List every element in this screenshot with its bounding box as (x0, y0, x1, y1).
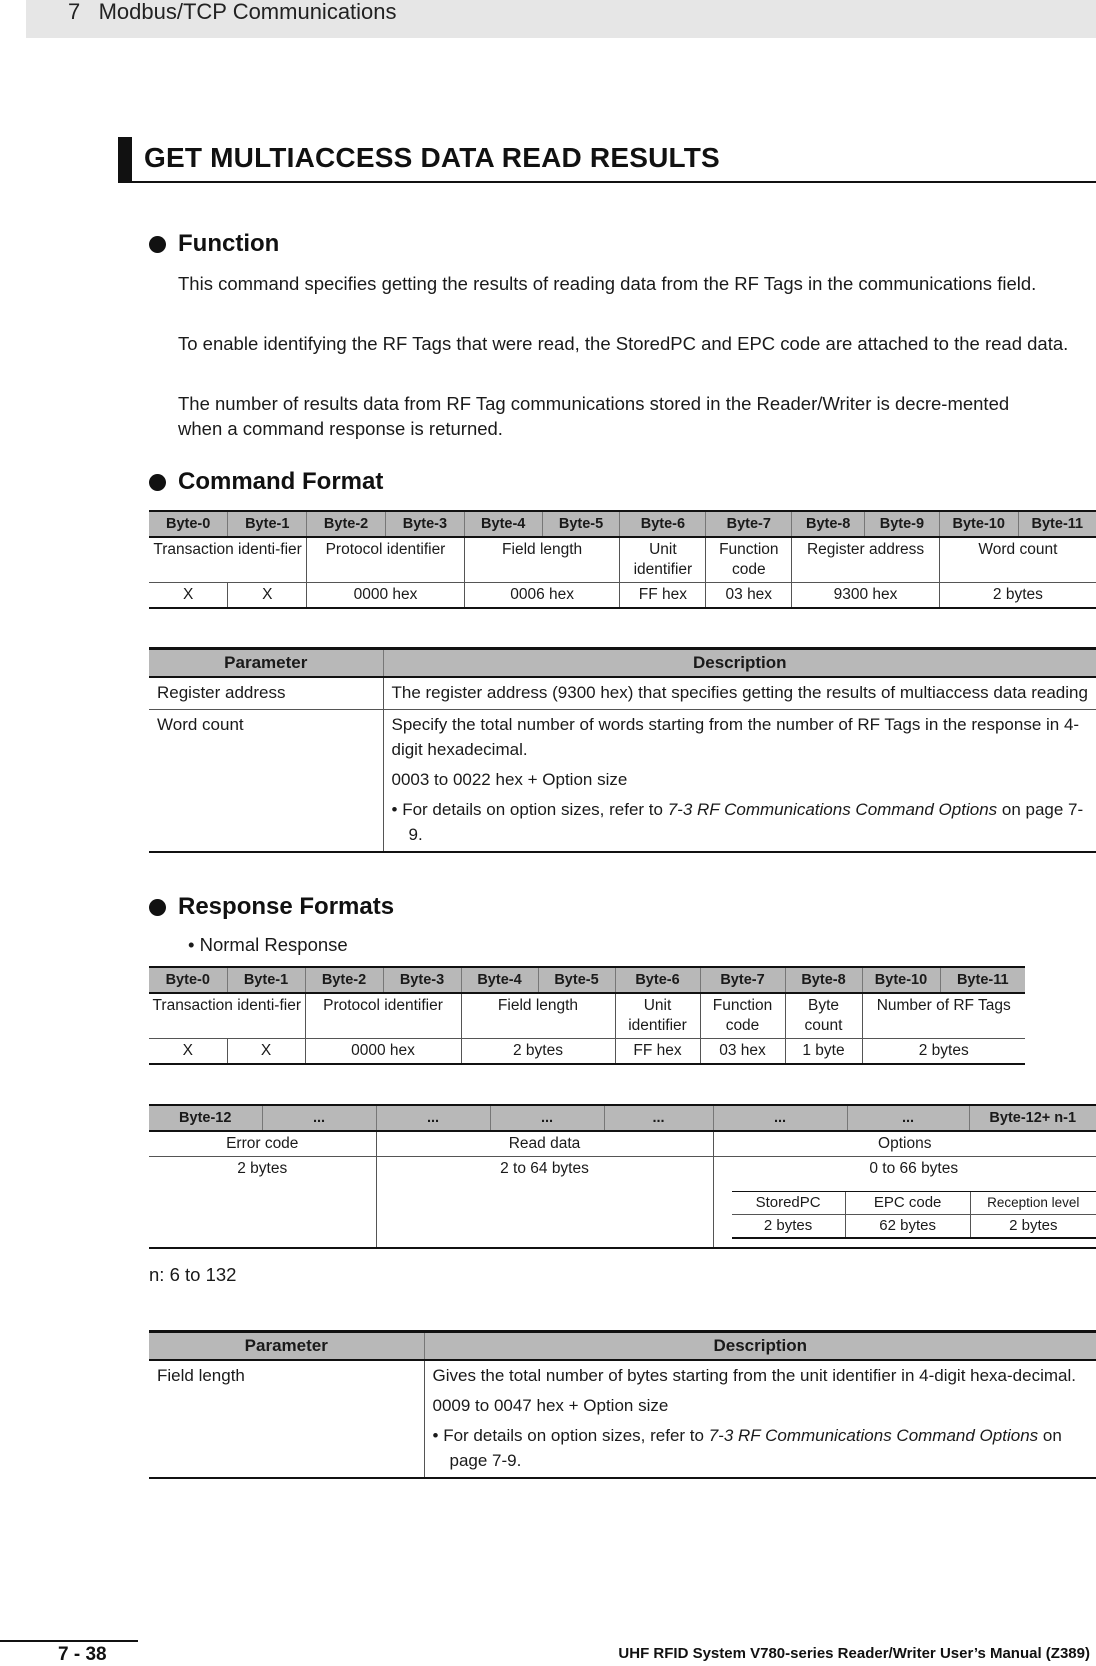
option-name: Reception level (970, 1192, 1096, 1215)
param-desc (383, 677, 1096, 710)
byte-label: Byte-12+ n-1 (969, 1105, 1096, 1131)
bullet-icon (149, 474, 166, 491)
value-row (149, 1157, 1096, 1249)
param-desc (424, 1360, 1096, 1478)
byte-label: Byte-0 (149, 511, 228, 537)
options-sizes-row (732, 1215, 1096, 1239)
desc-header: Description (424, 1332, 1096, 1361)
param-name: Word count (149, 710, 383, 853)
field-cell: Register address (792, 537, 940, 583)
function-para-3: The number of results data from RF Tag communications stored in the Reader/Writer is decre-mented when a command response is returned. (178, 391, 1058, 441)
normal-response-subheading (188, 932, 348, 957)
desc-text: The register address (9300 hex) that specifies getting the results of multiaccess data reading (392, 680, 1089, 705)
byte-label: Byte-5 (542, 511, 620, 537)
option-name: EPC code (845, 1192, 970, 1215)
options-table (732, 1191, 1096, 1239)
value-cell: 03 hex (706, 583, 792, 609)
param-row (149, 1360, 1096, 1478)
byte-label: Byte-1 (228, 511, 307, 537)
byte-label: Byte-0 (149, 967, 227, 993)
value-cell: X (227, 1039, 305, 1065)
value-cell: X (149, 583, 228, 609)
subheading-text: Normal Response (200, 934, 348, 955)
param-row (149, 710, 1096, 853)
byte-label: Byte-3 (383, 967, 461, 993)
byte-label: Byte-4 (464, 511, 542, 537)
page-title: GET MULTIACCESS DATA READ RESULTS (144, 142, 720, 174)
field-cell: Error code (149, 1131, 376, 1157)
byte-label: Byte-9 (865, 511, 940, 537)
bullet-icon (149, 899, 166, 916)
byte-label: Byte-7 (700, 967, 785, 993)
options-names-row (732, 1192, 1096, 1215)
value-cell: 2 bytes (149, 1157, 376, 1249)
option-size: 62 bytes (845, 1215, 970, 1239)
response-format-table-continued (149, 1104, 1096, 1249)
byte-label: Byte-7 (706, 511, 792, 537)
n-range-note: n: 6 to 132 (149, 1262, 236, 1287)
field-cell: Read data (376, 1131, 713, 1157)
ref-prefix: For details on option sizes, refer to (443, 1426, 709, 1445)
desc-text: 0003 to 0022 hex + Option size (392, 767, 1089, 792)
value-cell: 2 bytes (939, 583, 1096, 609)
byte-label: Byte-5 (538, 967, 615, 993)
value-cell: 2 to 64 bytes (376, 1157, 713, 1249)
field-cell: Field length (464, 537, 620, 583)
command-format-heading: Command Format (178, 468, 383, 496)
desc-reference (433, 1423, 1089, 1473)
desc-text: Specify the total number of words starting from the number of RF Tags in the response in 4-digit hexadecimal. (392, 712, 1089, 762)
option-size: 2 bytes (970, 1215, 1096, 1239)
byte-label: Byte-1 (227, 967, 305, 993)
byte-label: Byte-2 (307, 511, 386, 537)
field-cell: Protocol identifier (307, 537, 465, 583)
response-parameter-table (149, 1330, 1096, 1479)
param-name: Field length (149, 1360, 424, 1478)
byte-label: Byte-6 (620, 511, 706, 537)
chapter-header (68, 0, 397, 24)
byte-label: ... (490, 1105, 604, 1131)
param-desc (383, 710, 1096, 853)
field-cell: Byte count (785, 993, 862, 1039)
byte-label: ... (847, 1105, 969, 1131)
field-row (149, 1131, 1096, 1157)
ref-link[interactable]: 7-3 RF Communications Command Options (709, 1426, 1038, 1445)
field-cell: Field length (461, 993, 615, 1039)
command-parameter-table (149, 647, 1096, 853)
byte-label: Byte-10 (939, 511, 1018, 537)
byte-label: ... (376, 1105, 490, 1131)
value-cell: X (228, 583, 307, 609)
response-format-table (149, 966, 1025, 1065)
field-cell: Protocol identifier (305, 993, 461, 1039)
field-cell: Options (713, 1131, 1096, 1157)
desc-text: Gives the total number of bytes starting from the unit identifier in 4-digit hexa-decimal. (433, 1363, 1089, 1388)
option-size: 2 bytes (732, 1215, 846, 1239)
byte-header-row (149, 1105, 1096, 1131)
command-format-table (149, 510, 1096, 609)
desc-reference (392, 797, 1089, 847)
field-cell: Number of RF Tags (862, 993, 1025, 1039)
byte-label: Byte-3 (385, 511, 464, 537)
ref-prefix: For details on option sizes, refer to (402, 800, 668, 819)
bullet-icon: • (188, 934, 194, 955)
ref-suffix: on page 7-9. (450, 1426, 1062, 1470)
byte-label: Byte-11 (940, 967, 1025, 993)
value-cell: 03 hex (700, 1039, 785, 1065)
byte-label: ... (713, 1105, 847, 1131)
field-cell: Function code (700, 993, 785, 1039)
byte-label: Byte-2 (305, 967, 383, 993)
byte-header-row (149, 511, 1096, 537)
function-para-1: This command specifies getting the results of reading data from the RF Tags in the communications field. (178, 271, 1093, 296)
field-cell: Unit identifier (620, 537, 706, 583)
byte-label: ... (262, 1105, 376, 1131)
field-cell: Word count (939, 537, 1096, 583)
footer-rule (0, 1640, 138, 1642)
field-cell: Transaction identi-fier (149, 537, 307, 583)
byte-label: Byte-6 (615, 967, 700, 993)
value-cell: 1 byte (785, 1039, 862, 1065)
chapter-number: 7 (68, 0, 80, 24)
ref-suffix: on page 7-9. (409, 800, 1084, 844)
ref-link[interactable]: 7-3 RF Communications Command Options (668, 800, 997, 819)
option-name: StoredPC (732, 1192, 846, 1215)
value-cell: FF hex (615, 1039, 700, 1065)
param-name: Register address (149, 677, 383, 710)
param-header: Parameter (149, 649, 383, 678)
param-header-row (149, 1332, 1096, 1361)
byte-label: Byte-10 (862, 967, 940, 993)
desc-header: Description (383, 649, 1096, 678)
field-cell: Function code (706, 537, 792, 583)
field-cell: Unit identifier (615, 993, 700, 1039)
value-cell: 2 bytes (461, 1039, 615, 1065)
field-row (149, 537, 1096, 583)
byte-label: Byte-8 (792, 511, 865, 537)
value-cell: 0000 hex (305, 1039, 461, 1065)
chapter-title: Modbus/TCP Communications (99, 0, 397, 24)
field-cell: Transaction identi-fier (149, 993, 305, 1039)
value-cell: 0006 hex (464, 583, 620, 609)
byte-label: Byte-8 (785, 967, 862, 993)
byte-label: ... (604, 1105, 713, 1131)
value-cell: 2 bytes (862, 1039, 1025, 1065)
byte-label: Byte-4 (461, 967, 538, 993)
byte-header-row (149, 967, 1025, 993)
value-cell: 9300 hex (792, 583, 940, 609)
param-header-row (149, 649, 1096, 678)
value-row (149, 583, 1096, 609)
value-cell: 0000 hex (307, 583, 465, 609)
page-number: 7 - 38 (58, 1644, 107, 1666)
value-row (149, 1039, 1025, 1065)
manual-title: UHF RFID System V780-series Reader/Writer User’s Manual (Z389) (618, 1645, 1090, 1662)
function-para-2: To enable identifying the RF Tags that were read, the StoredPC and EPC code are attached to the read data. (178, 331, 1093, 356)
options-size: 0 to 66 bytes (732, 1159, 1096, 1179)
bullet-icon (149, 236, 166, 253)
byte-label: Byte-11 (1018, 511, 1096, 537)
value-cell: FF hex (620, 583, 706, 609)
value-cell: X (149, 1039, 227, 1065)
byte-label: Byte-12 (149, 1105, 262, 1131)
bullet-icon: • (392, 800, 398, 819)
param-row (149, 677, 1096, 710)
options-cell (713, 1157, 1096, 1249)
param-header: Parameter (149, 1332, 424, 1361)
field-row (149, 993, 1025, 1039)
bullet-icon: • (433, 1426, 439, 1445)
response-formats-heading: Response Formats (178, 893, 394, 921)
function-heading: Function (178, 230, 279, 258)
desc-text: 0009 to 0047 hex + Option size (433, 1393, 1089, 1418)
